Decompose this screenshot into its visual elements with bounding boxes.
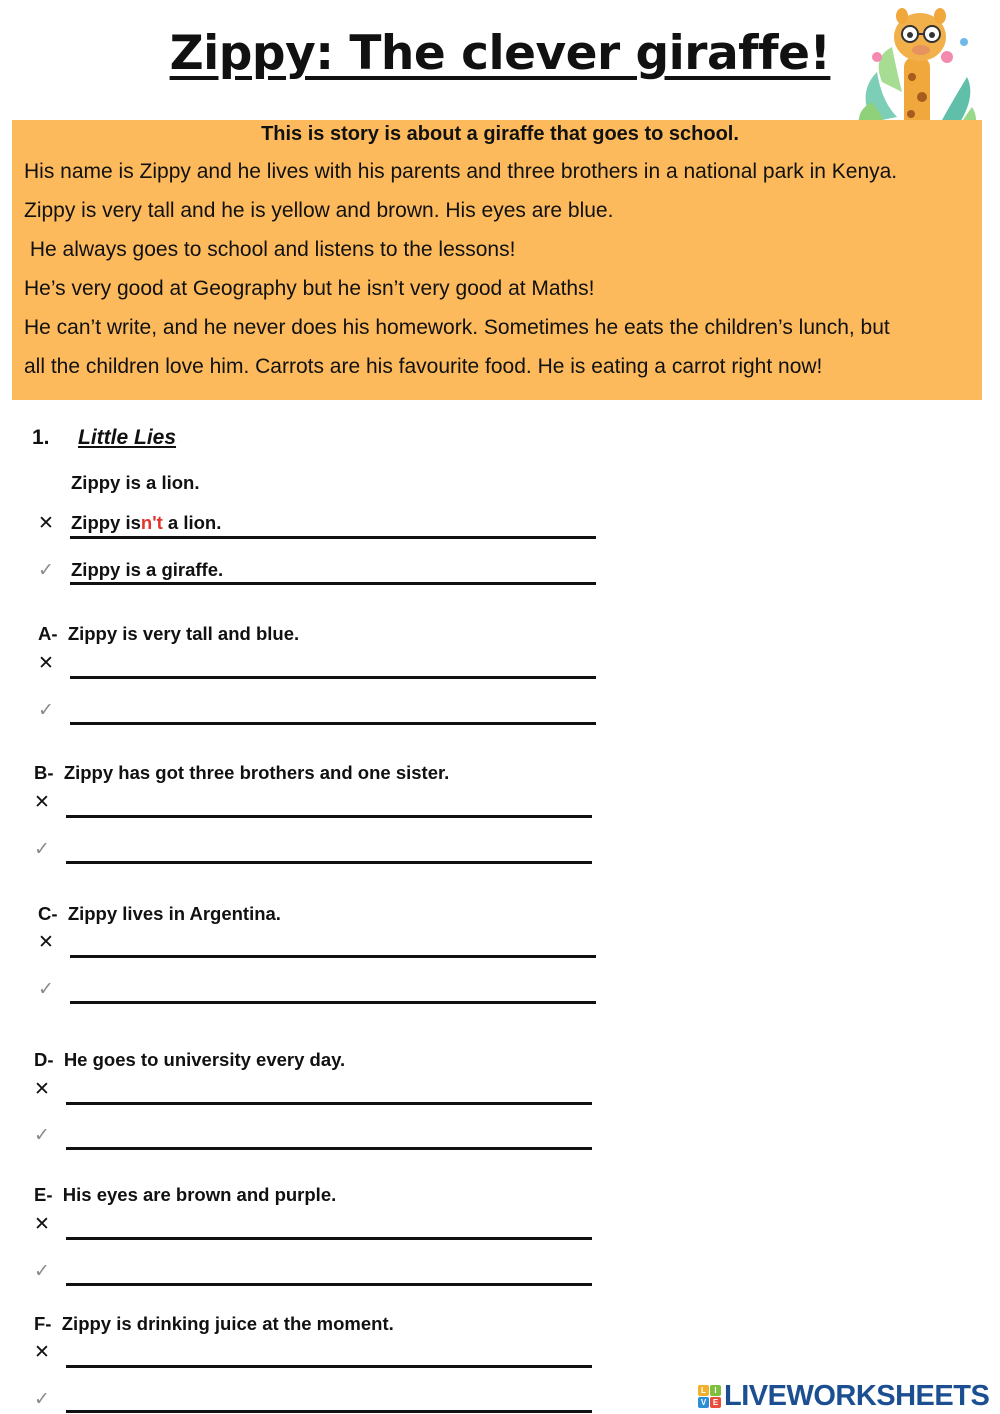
brand-logo-icon: L I V E xyxy=(698,1385,721,1408)
item-e-prompt: E- His eyes are brown and purple. xyxy=(34,1184,337,1205)
answer-input-positive[interactable] xyxy=(66,1147,592,1150)
item-b-prompt: B- Zippy has got three brothers and one sister. xyxy=(34,762,450,783)
answer-input-positive[interactable] xyxy=(66,861,592,864)
section-title: Little Lies xyxy=(78,426,177,449)
example-prompt: Zippy is a lion. xyxy=(71,472,200,493)
story-line: all the children love him. Carrots are his favourite food. He is eating a carrot right now! xyxy=(24,355,823,378)
answer-line xyxy=(70,582,596,585)
tick-icon: ✓ xyxy=(34,839,50,860)
story-line: He’s very good at Geography but he isn’t very good at Maths! xyxy=(24,277,595,300)
answer-input-negative[interactable] xyxy=(70,676,596,679)
page-title: Zippy: The clever giraffe! xyxy=(169,26,831,81)
item-d-prompt: D- He goes to university every day. xyxy=(34,1049,346,1070)
tick-icon: ✓ xyxy=(38,700,54,721)
answer-input-negative[interactable] xyxy=(66,1365,592,1368)
example-positive-answer: Zippy is a giraffe. xyxy=(71,559,224,580)
brand-name: LIVEWORKSHEETS xyxy=(724,1379,990,1412)
story-heading: This is story is about a giraffe that goes to school. xyxy=(261,123,739,145)
story-line: His name is Zippy and he lives with his parents and three brothers in a national park in Kenya. xyxy=(24,160,898,183)
story-line: He can’t write, and he never does his homework. Sometimes he eats the children’s lunch, but xyxy=(24,316,890,339)
answer-input-positive[interactable] xyxy=(70,722,596,725)
story-line: He always goes to school and listens to the lessons! xyxy=(24,238,516,261)
cross-icon: ✕ xyxy=(38,932,54,953)
tick-icon: ✓ xyxy=(34,1125,50,1146)
cross-icon: ✕ xyxy=(38,513,54,534)
red-contraction: n't xyxy=(140,512,163,533)
tick-icon: ✓ xyxy=(34,1261,50,1282)
cross-icon: ✕ xyxy=(34,1214,50,1235)
item-a-prompt: A- Zippy is very tall and blue. xyxy=(38,623,300,644)
section-number: 1. xyxy=(32,426,50,449)
cross-icon: ✕ xyxy=(34,1079,50,1100)
answer-input-negative[interactable] xyxy=(66,1102,592,1105)
item-f-prompt: F- Zippy is drinking juice at the moment. xyxy=(34,1313,394,1334)
liveworksheets-logo[interactable] xyxy=(698,1379,989,1413)
answer-line xyxy=(70,536,596,539)
answer-input-positive[interactable] xyxy=(66,1283,592,1286)
answer-input-positive[interactable] xyxy=(66,1410,592,1413)
answer-input-negative[interactable] xyxy=(66,1237,592,1240)
tick-icon: ✓ xyxy=(38,560,54,581)
answer-input-negative[interactable] xyxy=(70,955,596,958)
item-c-prompt: C- Zippy lives in Argentina. xyxy=(38,903,281,924)
answer-input-positive[interactable] xyxy=(70,1001,596,1004)
story-line: Zippy is very tall and he is yellow and brown. His eyes are blue. xyxy=(24,199,614,222)
cross-icon: ✕ xyxy=(34,792,50,813)
tick-icon: ✓ xyxy=(34,1389,50,1410)
tick-icon: ✓ xyxy=(38,979,54,1000)
cross-icon: ✕ xyxy=(34,1342,50,1363)
cross-icon: ✕ xyxy=(38,653,54,674)
example-negative-answer: Zippy isn't a lion. xyxy=(71,512,222,533)
answer-input-negative[interactable] xyxy=(66,815,592,818)
